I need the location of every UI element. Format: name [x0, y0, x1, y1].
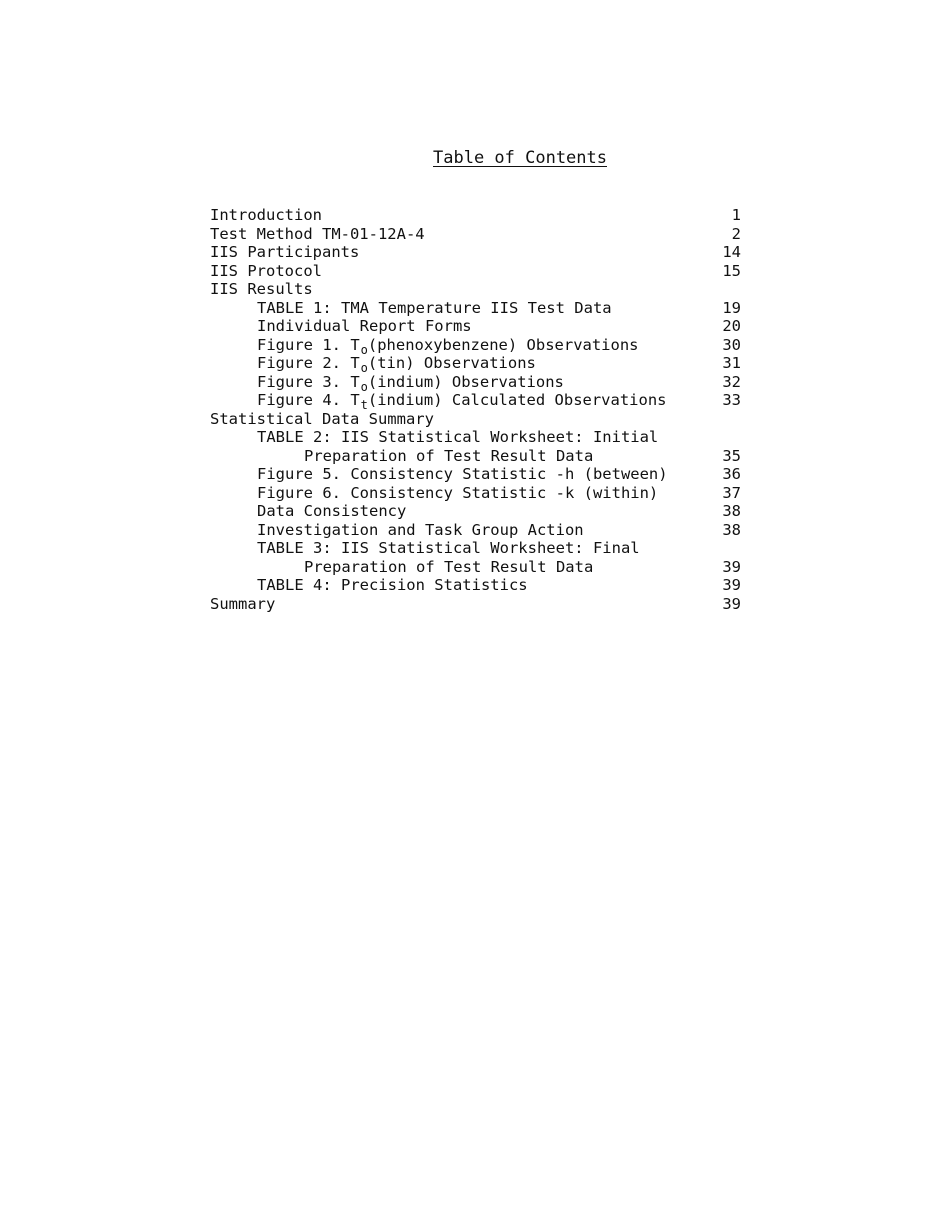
- toc-entry-label: [210, 391, 667, 412]
- toc-entry-label: Summary: [210, 594, 276, 613]
- label-prefix: Figure 2. T: [257, 354, 360, 372]
- toc-entry-label: Individual Report Forms: [257, 317, 472, 335]
- toc-entry-page: 19: [722, 298, 741, 317]
- toc-entry-figure-5: [210, 465, 741, 484]
- toc-entry-page: 38: [722, 502, 741, 520]
- toc-entry-summary: [210, 595, 741, 614]
- toc-entry-label: Preparation of Test Result Data: [304, 446, 594, 465]
- toc-entry-page: 30: [722, 335, 741, 354]
- toc-entry-page: 36: [722, 465, 741, 483]
- label-suffix: (phenoxybenzene) Observations: [367, 335, 639, 354]
- label-suffix: (indium) Calculated Observations: [367, 391, 667, 409]
- toc-entry-label: TABLE 2: IIS Statistical Worksheet: Initial: [257, 428, 659, 446]
- toc-entry-investigation: [210, 521, 741, 540]
- toc-entry-label: TABLE 3: IIS Statistical Worksheet: Final: [257, 539, 640, 557]
- toc-entry-label: [210, 372, 564, 394]
- toc-entry-page: 1: [731, 206, 741, 224]
- subscript: t: [360, 398, 368, 412]
- toc-entry-table-3: [210, 539, 741, 558]
- toc-entry-data-consistency: [210, 502, 741, 521]
- toc-entry-iis-protocol: [210, 262, 741, 281]
- toc-entry-label: TABLE 1: TMA Temperature IIS Test Data: [257, 298, 612, 317]
- toc-entry-figure-3: [210, 373, 741, 392]
- label-prefix: Figure 3. T: [257, 372, 360, 391]
- toc-entry-page: 38: [722, 520, 741, 539]
- toc-entry-label: IIS Protocol: [210, 261, 322, 280]
- toc-entry-table-3-continued: [210, 558, 741, 577]
- toc-entry-iis-participants: [210, 243, 741, 262]
- toc-entry-introduction: [210, 206, 741, 225]
- label-prefix: Figure 1. T: [257, 335, 360, 354]
- subscript: o: [360, 361, 368, 375]
- toc-entry-statistical-data-summary: [210, 410, 741, 429]
- toc-entry-page: 37: [722, 483, 741, 502]
- toc-entry-table-2: [210, 428, 741, 447]
- toc-entry-page: 31: [722, 354, 741, 372]
- toc-title: Table of Contents: [433, 148, 607, 168]
- toc-entry-page: 20: [722, 317, 741, 335]
- toc-entry-label: Introduction: [210, 206, 322, 224]
- toc-entry-label: IIS Participants: [210, 243, 360, 261]
- toc-entry-label: Statistical Data Summary: [210, 409, 434, 428]
- toc-entry-label: [210, 354, 536, 375]
- toc-list: [210, 206, 741, 613]
- label-prefix: Figure 4. T: [257, 391, 360, 409]
- label-suffix: (tin) Observations: [367, 354, 536, 372]
- toc-entry-label: Data Consistency: [257, 502, 407, 520]
- toc-entry-label: [210, 335, 639, 357]
- toc-entry-page: 33: [722, 391, 741, 409]
- toc-entry-test-method: [210, 225, 741, 244]
- toc-entry-label: Preparation of Test Result Data: [304, 557, 594, 576]
- toc-entry-table-1: [210, 299, 741, 318]
- toc-entry-iis-results: [210, 280, 741, 299]
- toc-entry-page: 14: [722, 243, 741, 261]
- toc-entry-page: 2: [731, 224, 741, 243]
- toc-entry-page: 39: [722, 557, 741, 576]
- toc-entry-figure-2: [210, 354, 741, 373]
- toc-entry-figure-4: [210, 391, 741, 410]
- toc-entry-label: IIS Results: [210, 280, 313, 298]
- toc-entry-table-4: [210, 576, 741, 595]
- toc-entry-label: Test Method TM-01-12A-4: [210, 224, 425, 243]
- toc-entry-page: 39: [722, 594, 741, 613]
- subscript: o: [360, 342, 368, 357]
- toc-entry-table-2-continued: [210, 447, 741, 466]
- toc-entry-label: Figure 6. Consistency Statistic -k (within): [257, 483, 659, 502]
- subscript: o: [360, 379, 368, 394]
- toc-entry-figure-1: [210, 336, 741, 355]
- toc-entry-individual-report-forms: [210, 317, 741, 336]
- toc-entry-page: 39: [722, 576, 741, 594]
- toc-entry-page: 15: [722, 261, 741, 280]
- toc-entry-label: Figure 5. Consistency Statistic -h (between): [257, 465, 668, 483]
- toc-entry-figure-6: [210, 484, 741, 503]
- label-suffix: (indium) Observations: [367, 372, 564, 391]
- toc-entry-page: 32: [722, 372, 741, 391]
- toc-entry-label: Investigation and Task Group Action: [257, 520, 584, 539]
- toc-entry-page: 35: [722, 446, 741, 465]
- toc-entry-label: TABLE 4: Precision Statistics: [257, 576, 528, 594]
